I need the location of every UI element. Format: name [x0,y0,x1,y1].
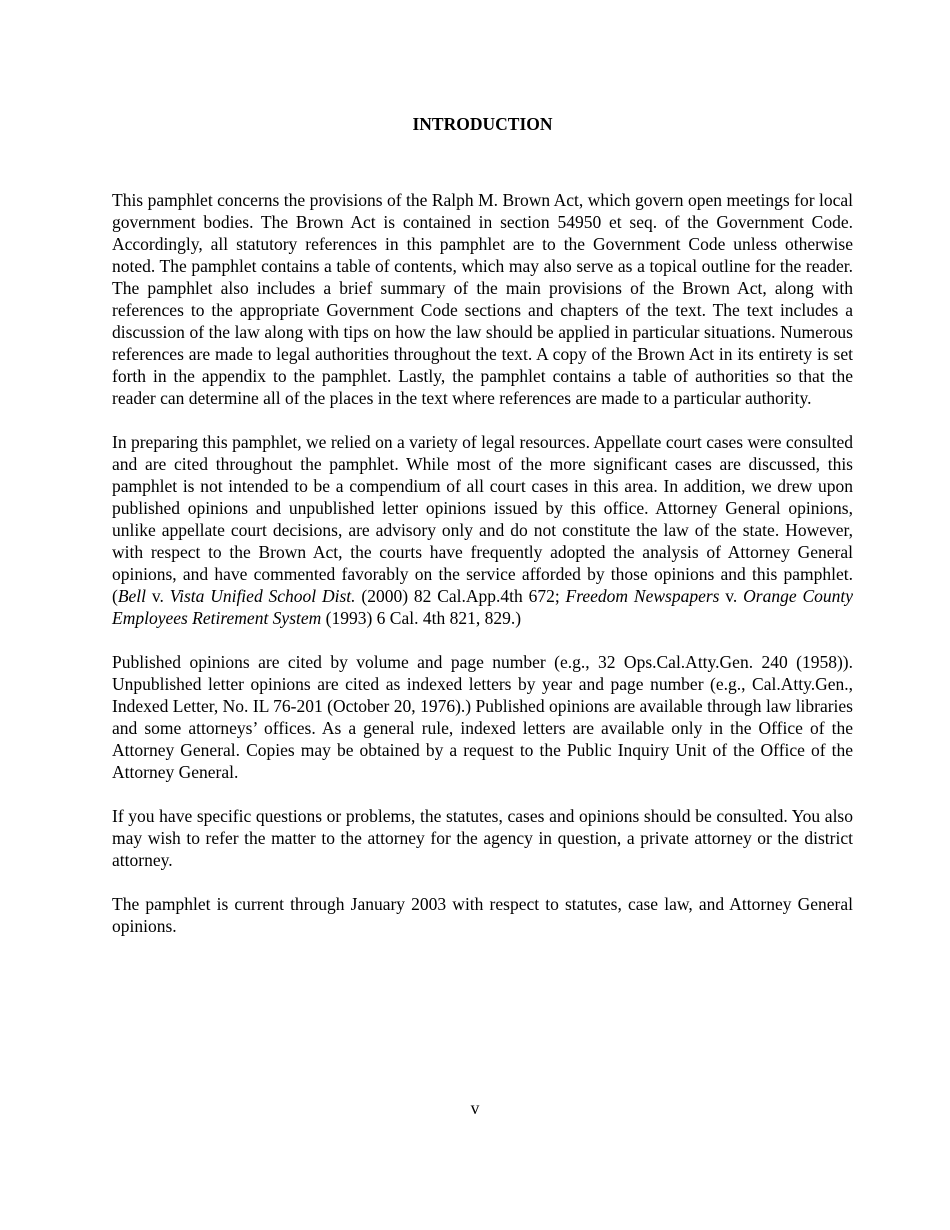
paragraph-legal-resources [112,431,853,629]
case-citation-bell: (2000) 82 Cal.App.4th 672; [355,586,566,606]
paragraph-legal-resources-text: In preparing this pamphlet, we relied on a variety of legal resources. Appellate court cases were consulted and are cited throughout the pamphlet. While most of the more significant cases are discussed, this pamphlet is not intended to be a compendium of all court cases in this area. In addition, we drew upon published opinions and unpublished letter opinions issued by this office. Attorney General opinions, unlike appellate court decisions, are advisory only and do not constitute the law of the state. However, with respect to the Brown Act, the courts have frequently adopted the analysis of Attorney General opinions, and have commented favorably on the service afforded by those opinions and this pamphlet. ( [112,432,853,606]
page-title: INTRODUCTION [412,114,553,134]
case-name-orange-county: Orange County Employees Retirement System [112,586,853,628]
paragraph-overview: This pamphlet concerns the provisions of the Ralph M. Brown Act, which govern open meetings for local government bodies. The Brown Act is contained in section 54950 et seq. of the Government Code. Accordingly, all statutory references in this pamphlet are to the Government Code unless otherwise noted. The pamphlet contains a table of contents, which may also serve as a topical outline for the reader. The pamphlet also includes a brief summary of the main provisions of the Brown Act, along with references to the appropriate Government Code sections and chapters of the text. The text includes a discussion of the law along with tips on how the law should be applied in particular situations. Numerous references are made to legal authorities throughout the text. A copy of the Brown Act in its entirety is set forth in the appendix to the pamphlet. Lastly, the pamphlet contains a table of authorities so that the reader can determine all of the places in the text where references are made to a particular authority. [112,190,853,408]
case-citation-freedom: (1993) 6 Cal. 4th 821, 829.) [321,608,522,628]
versus-text: v. [719,586,744,606]
paragraph-currency: The pamphlet is current through January 2003 with respect to statutes, case law, and Attorney General opinions. [112,894,853,936]
case-name-vista: Vista Unified School Dist. [169,586,356,606]
document-page [112,113,853,959]
paragraph-citations: Published opinions are cited by volume and page number (e.g., 32 Ops.Cal.Atty.Gen. 240 (1958)). Unpublished letter opinions are cited as indexed letters by year and page number (e.g., Cal.Atty.Gen., Indexed Letter, No. IL 76-201 (October 20, 1976).) Published opinions are available through law libraries and some attorneys’ offices. As a general rule, indexed letters are available only in the Office of the Attorney General. Copies may be obtained by a request to the Public Inquiry Unit of the Office of the Attorney General. [112,652,853,782]
paragraph-questions: If you have specific questions or problems, the statutes, cases and opinions should be consulted. You also may wish to refer the matter to the attorney for the agency in question, a private attorney or the district attorney. [112,806,853,870]
case-name-freedom-newspapers: Freedom Newspapers [565,586,720,606]
case-name-bell: Bell [117,586,147,606]
page-number: v [470,1098,480,1118]
versus-text: v. [146,586,170,606]
